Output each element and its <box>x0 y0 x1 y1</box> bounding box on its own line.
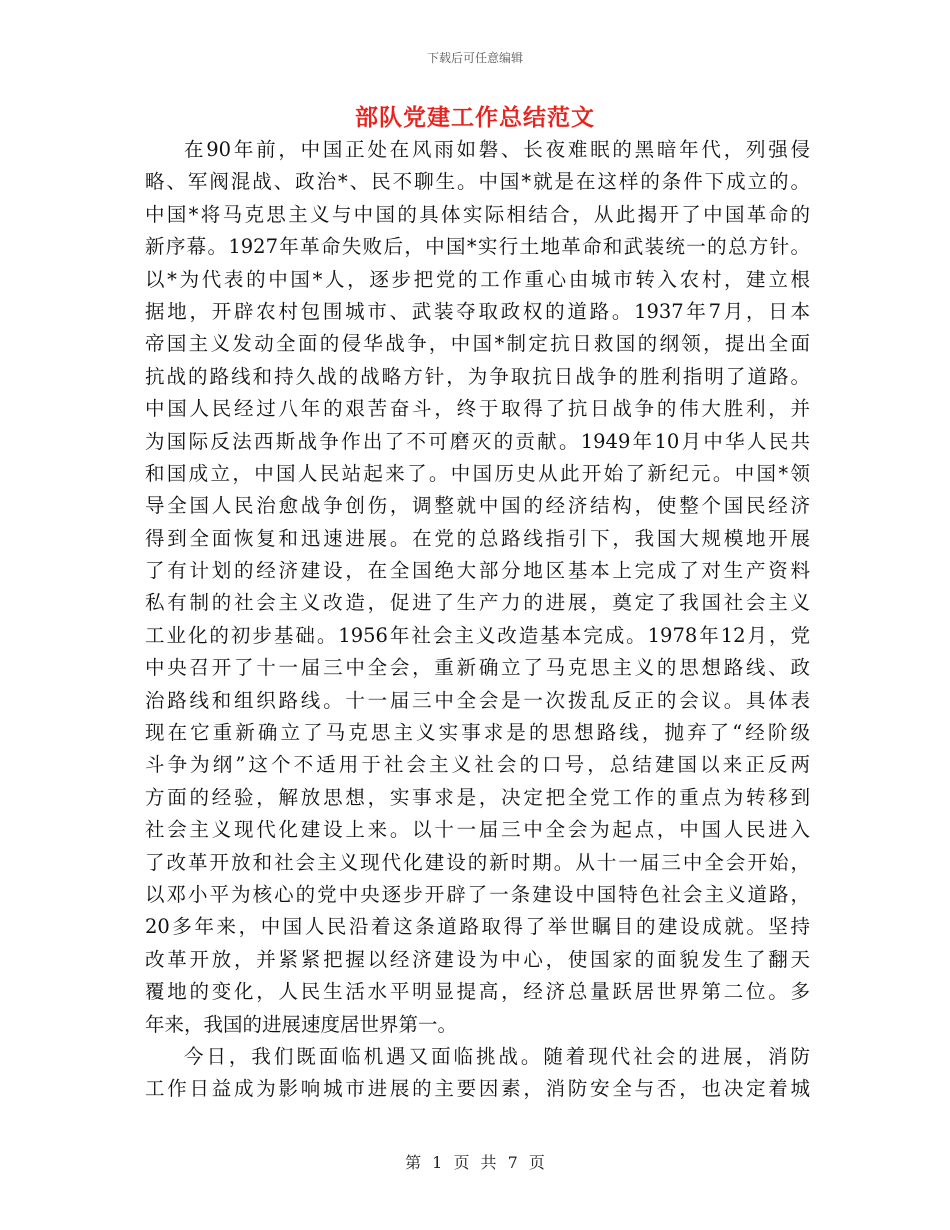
text-line: 以邓小平为核心的党中央逐步开辟了一条建设中国特色社会主义道路， <box>145 882 810 906</box>
text-line: 抗战的路线和持久战的战略方针，为争取抗日战争的胜利指明了道路。 <box>145 364 810 388</box>
page-header-note: 下载后可任意编辑 <box>426 51 523 65</box>
text-line: 帝国主义发动全面的侵华战争，中国*制定抗日救国的纲领，提出全面 <box>145 332 810 356</box>
text-line: 治路线和组织路线。十一届三中全会是一次拨乱反正的会议。具体表 <box>145 688 810 712</box>
text-line: 年来，我国的进展速度居世界第一。 <box>145 1012 458 1036</box>
text-line: 中国*将马克思主义与中国的具体实际相结合，从此揭开了中国革命的 <box>145 202 810 226</box>
document-body <box>145 134 810 1106</box>
text-line: 方面的经验，解放思想，实事求是，决定把全党工作的重点为转移到 <box>145 785 810 809</box>
text-line: 现在它重新确立了马克思主义实事求是的思想路线，抛弃了“经阶级 <box>145 721 810 745</box>
document-title: 部队党建工作总结范文 <box>355 104 595 131</box>
text-line: 斗争为纲”这个不适用于社会主义社会的口号，总结建国以来正反两 <box>145 753 810 777</box>
text-line: 导全国人民治愈战争创伤，调整就中国的经济结构，使整个国民经济 <box>145 494 810 518</box>
text-line: 和国成立，中国人民站起来了。中国历史从此开始了新纪元。中国*领 <box>145 461 810 485</box>
text-line: 略、军阀混战、政治*、民不聊生。中国*就是在这样的条件下成立的。 <box>145 170 810 194</box>
text-line: 社会主义现代化建设上来。以十一届三中全会为起点，中国人民进入 <box>145 818 810 842</box>
text-line: 改革开放，并紧紧把握以经济建设为中心，使国家的面貌发生了翻天 <box>145 947 810 971</box>
text-line: 为国际反法西斯战争作出了不可磨灭的贡献。1949年10月中华人民共 <box>145 429 810 453</box>
paragraph-1 <box>145 134 810 1041</box>
text-line: 在90年前，中国正处在风雨如磐、长夜难眠的黑暗年代，列强侵 <box>184 138 810 161</box>
text-line: 20多年来，中国人民沿着这条道路取得了举世瞩目的建设成就。坚持 <box>145 915 810 939</box>
page-number-footer: 第 1 页 共 7 页 <box>405 1153 545 1172</box>
paragraph-2 <box>145 1041 810 1106</box>
text-line: 工作日益成为影响城市进展的主要因素，消防安全与否，也决定着城 <box>145 1077 810 1101</box>
text-line: 新序幕。1927年革命失败后，中国*实行土地革命和武装统一的总方针。 <box>145 235 810 259</box>
text-line: 覆地的变化，人民生活水平明显提高，经济总量跃居世界第二位。多 <box>145 980 810 1004</box>
text-line: 得到全面恢复和迅速进展。在党的总路线指引下，我国大规模地开展 <box>145 526 810 550</box>
text-line: 工业化的初步基础。1956年社会主义改造基本完成。1978年12月，党 <box>145 623 810 647</box>
text-line: 了有计划的经济建设，在全国绝大部分地区基本上完成了对生产资料 <box>145 559 810 583</box>
text-line: 据地，开辟农村包围城市、武装夺取政权的道路。1937年7月，日本 <box>145 299 810 323</box>
text-line: 私有制的社会主义改造，促进了生产力的进展，奠定了我国社会主义 <box>145 591 810 615</box>
text-line: 了改革开放和社会主义现代化建设的新时期。从十一届三中全会开始， <box>145 850 810 874</box>
text-line: 今日，我们既面临机遇又面临挑战。随着现代社会的进展，消防 <box>184 1044 810 1068</box>
text-line: 中国人民经过八年的艰苦奋斗，终于取得了抗日战争的伟大胜利，并 <box>145 397 810 421</box>
text-line: 中央召开了十一届三中全会，重新确立了马克思主义的思想路线、政 <box>145 656 810 680</box>
text-line: 以*为代表的中国*人，逐步把党的工作重心由城市转入农村，建立根 <box>145 267 810 291</box>
